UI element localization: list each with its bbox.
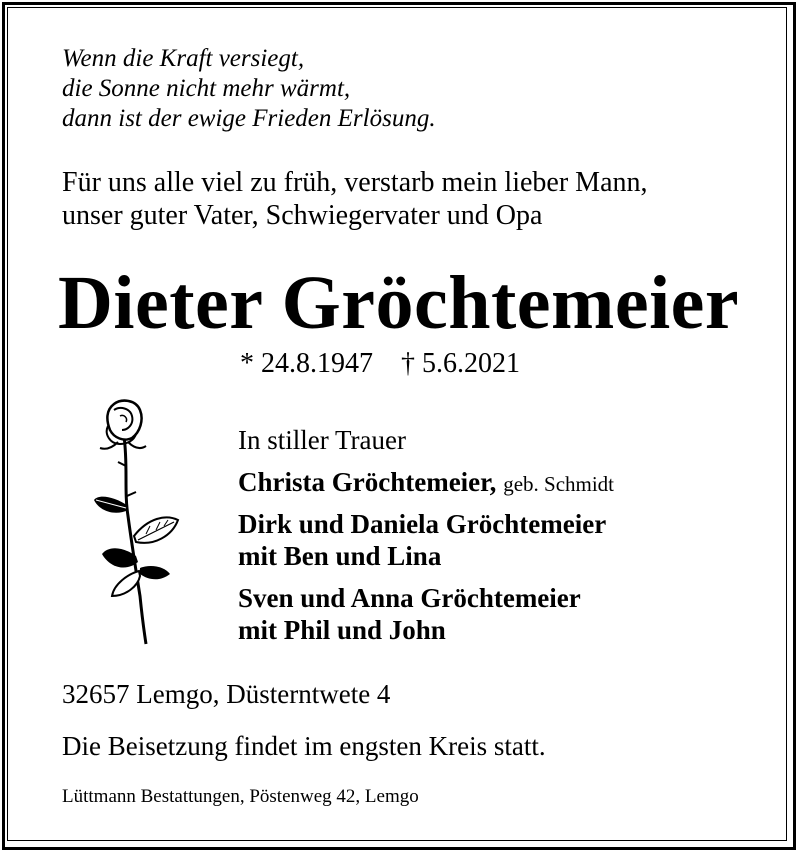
rose-icon <box>84 396 194 646</box>
death-date: † 5.6.2021 <box>401 348 520 379</box>
family-2-line-1: Sven und Anna Gröchtemeier <box>238 583 581 613</box>
wife-line <box>238 466 614 500</box>
family-1-line-1: Dirk und Daniela Gröchtemeier <box>238 509 607 539</box>
deceased-name: Dieter Gröchtemeier <box>58 261 740 345</box>
verse <box>62 44 436 134</box>
address: 32657 Lemgo, Düsterntwete 4 <box>62 679 391 709</box>
birth-date: * 24.8.1947 <box>240 348 373 379</box>
family-2-line-2: mit Phil und John <box>238 615 446 645</box>
wife-name: Christa Gröchtemeier, <box>238 467 497 497</box>
mourning-heading: In stiller Trauer <box>238 425 406 455</box>
burial-note: Die Beisetzung findet im engsten Kreis statt. <box>62 731 546 761</box>
family-1 <box>238 508 606 572</box>
intro-line-2: unser guter Vater, Schwiegervater und Opa <box>62 200 543 231</box>
intro-line-1: Für uns alle viel zu früh, verstarb mein lieber Mann, <box>62 167 648 198</box>
undertaker: Lüttmann Bestattungen, Pöstenweg 42, Lemgo <box>62 786 419 807</box>
family-2 <box>238 582 581 646</box>
life-dates <box>240 344 520 384</box>
verse-line-2: die Sonne nicht mehr wärmt, <box>62 75 351 102</box>
verse-line-1: Wenn die Kraft versiegt, <box>62 45 305 72</box>
intro-text <box>62 166 648 232</box>
verse-line-3: dann ist der ewige Frieden Erlösung. <box>62 105 436 132</box>
family-1-line-2: mit Ben und Lina <box>238 541 442 571</box>
wife-maiden-name: geb. Schmidt <box>503 472 615 496</box>
